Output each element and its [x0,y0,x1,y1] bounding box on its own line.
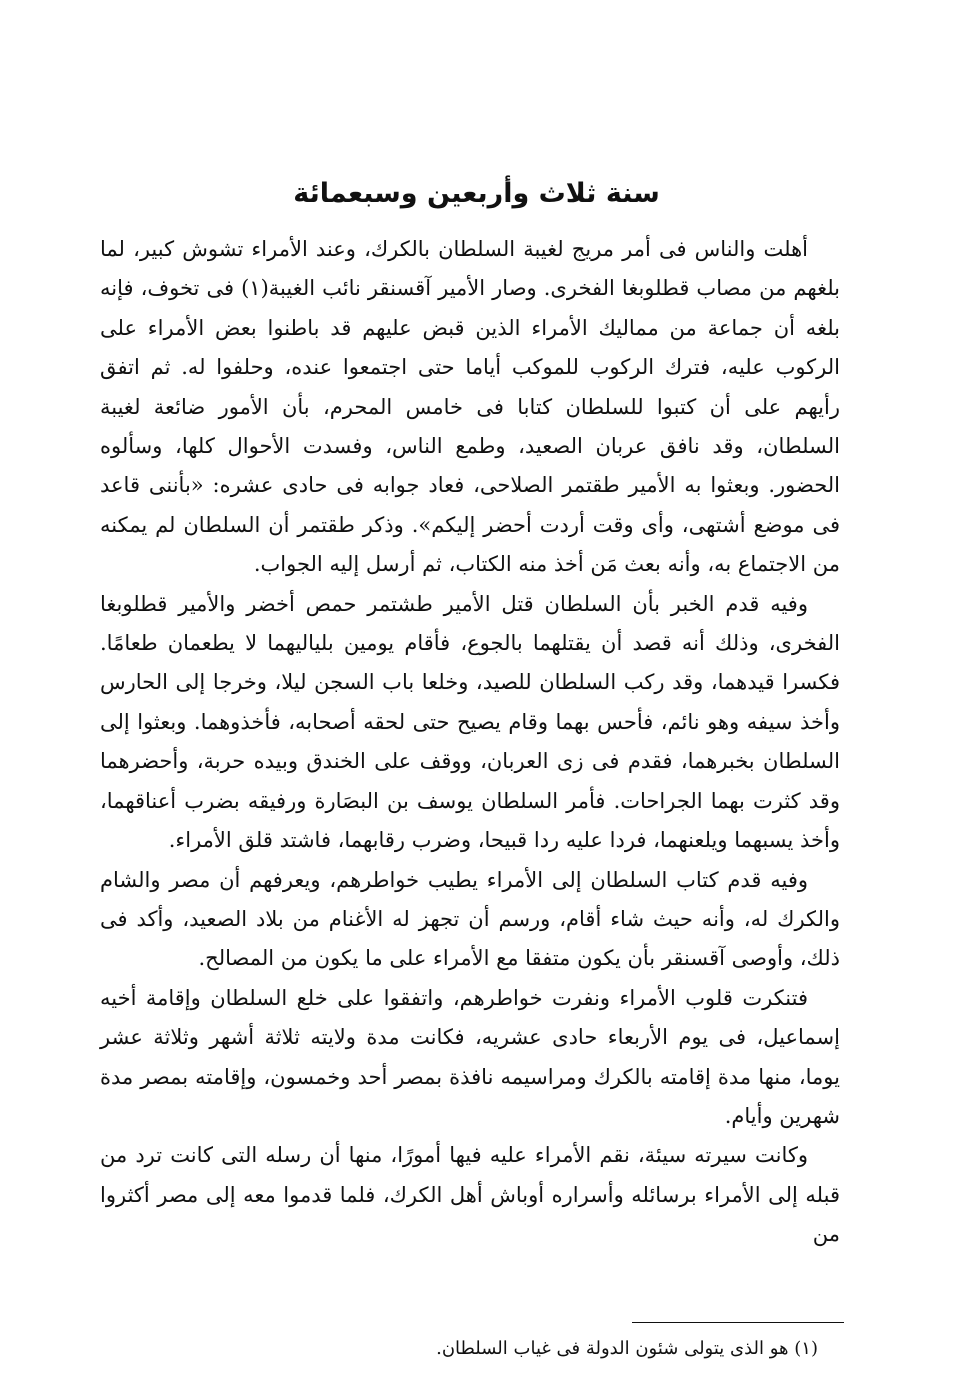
paragraph-1: أهلت والناس فى أمر مريج لغيبة السلطان بالكرك، وعند الأمراء تشوش كبير، لما بلغهم من مصاب قطلوبغا الفخرى. وصار الأمير آقسنقر نائب الغيبة(١) فى تخوف، فإنه بلغه أن جماعة من مماليك الأمراء الذين قبض عليهم قد باطنوا بعض الأمراء على الركوب عليه، فترك الركوب للموكب أياما حتى اجتمعوا عنده، وحلفوا له. ثم اتفق رأيهم على أن كتبوا للسلطان كتابا فى خامس المحرم، بأن الأمور ضائعة لغيبة السلطان، وقد نافق عربان الصعيد، وطمع الناس، وفسدت الأحوال كلها، وسألوه الحضور. وبعثوا به الأمير طقتمر الصلاحى، فعاد جوابه فى حادى عشره: «بأننى قاعد فى موضع أشتهى، وأى وقت أردت أحضر إليكم». وذكر طقتمر أن السلطان لم يمكنه من الاجتماع به، وأنه بعث مَن أخذ منه الكتاب، ثم أرسل إليه الجواب. [100,237,840,577]
footnote-divider [632,1322,844,1323]
footnote: (١) هو الذى يتولى شئون الدولة فى غياب السلطان. [436,1338,818,1359]
paragraph-3: وفيه قدم كتاب السلطان إلى الأمراء يطيب خواطرهم، ويعرفهم أن مصر والشام والكرك له، وأنه حيث شاء أقام، ورسم أن تجهز له الأغنام من بلاد الصعيد، وأكد فى ذلك، وأوصى آقسنقر بأن يكون متفقا مع الأمراء على ما يكون من المصالح. [100,867,840,971]
paragraph-5: وكانت سيرته سيئة، نقم الأمراء عليه فيها أمورًا، منها أن رسله التى كانت ترد من قبله إلى الأمراء برسائله وأسراره أوباش أهل الكرك، فلما قدموا معه إلى مصر أكثروا من [100,1143,840,1247]
chapter-title: سنة ثلاث وأربعين وسبعمائة [293,178,660,209]
paragraph-2: وفيه قدم الخبر بأن السلطان قتل الأمير طشتمر حمص أخضر والأمير قطلوبغا الفخرى، وذلك أنه قصد أن يقتلهما بالجوع، فأقام يومين بلياليهما لا يطعمان طعامًا. فكسرا قيدهما، وقد ركب السلطان للصيد، وخلعا باب السجن ليلا، وخرجا إلى الحارس وأخذ سيفه وهو نائم، فأحس بهما وقام يصيح حتى لحقه أصحابه، فأخذوهما. وبعثوا إلى السلطان بخبرهما، فقدم فى زى العربان، ووقف على الخندق وبيده حربة، وأحضرهما وقد كثرت بهما الجراحات. فأمر السلطان يوسف بن البصَارة ورفيقه بضرب أعناقهما، وأخذ يسبهما ويلعنهما، فردا عليه ردا قبيحا، وضرب رقابهما، فاشتد قلق الأمراء. [100,591,840,853]
body-text [100,230,840,1255]
paragraph-4: فتنكرت قلوب الأمراء ونفرت خواطرهم، واتفقوا على خلع السلطان وإقامة أخيه إسماعيل، فى يوم الأربعاء حادى عشريه، فكانت مدة ولايته ثلاثة أشهر وثلاثة عشر يوما، منها مدة إقامته بالكرك ومراسيمه نافذة بمصر أحد وخمسون، وإقامته بمصر مدة شهرين وأيام. [100,985,840,1128]
